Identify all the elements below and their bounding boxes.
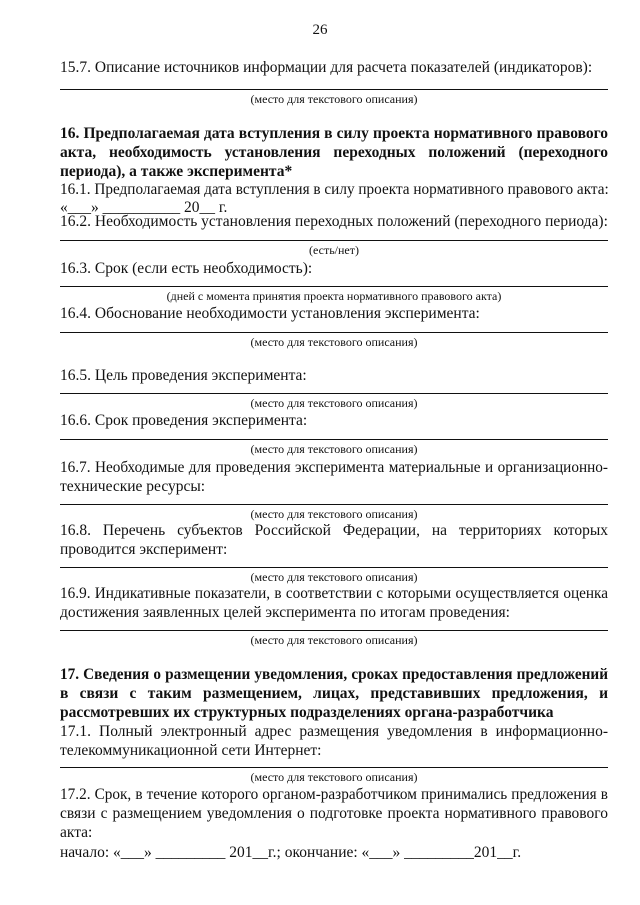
fill-line bbox=[60, 240, 608, 241]
item-17-1-line-1: 17.1. Полный электронный адрес размещения уведомления в информационно- bbox=[60, 723, 608, 740]
item-17-2-line-2: связи с размещением уведомления о подготовке проекта нормативного правового bbox=[60, 805, 608, 822]
section-17-heading-line-1: 17. Сведения о размещении уведомления, сроках предоставления предложений bbox=[60, 666, 608, 683]
caption-text-description: (место для текстового описания) bbox=[250, 335, 418, 349]
item-16-8-line-1: 16.8. Перечень субъектов Российской Федерации, на территориях которых bbox=[60, 522, 608, 539]
item-16-5: 16.5. Цель проведения эксперимента: bbox=[60, 367, 307, 384]
fill-line bbox=[60, 286, 608, 287]
section-16-heading-line-3: периода), а также эксперимента* bbox=[60, 163, 293, 180]
caption-text-description: (место для текстового описания) bbox=[250, 92, 418, 106]
item-17-2-line-1: 17.2. Срок, в течение которого органом-разработчиком принимались предложения в bbox=[60, 786, 608, 803]
caption-yes-no: (есть/нет) bbox=[309, 243, 359, 257]
item-16-3: 16.3. Срок (если есть необходимость): bbox=[60, 260, 313, 277]
caption-text-description: (место для текстового описания) bbox=[250, 396, 418, 410]
caption-text-description: (место для текстового описания) bbox=[250, 442, 418, 456]
section-17-heading-line-3: рассмотревших их структурных подразделениях органа-разработчика bbox=[60, 704, 554, 721]
item-16-9-line-2: достижения заявленных целей эксперимента по итогам проведения: bbox=[60, 604, 510, 621]
section-16-heading-line-1: 16. Предполагаемая дата вступления в силу проекта нормативного правового bbox=[60, 125, 608, 142]
item-16-7-line-1: 16.7. Необходимые для проведения эксперимента материальные и организационно- bbox=[60, 459, 608, 476]
item-16-1: 16.1. Предполагаемая дата вступления в силу проекта нормативного правового акта: bbox=[60, 181, 609, 198]
item-16-7-line-2: технические ресурсы: bbox=[60, 478, 206, 495]
section-17-heading-line-2: в связи с таким размещением, лицах, представивших предложения, и bbox=[60, 685, 608, 702]
fill-line bbox=[60, 332, 608, 333]
caption-text-description: (место для текстового описания) bbox=[250, 633, 418, 647]
fill-line bbox=[60, 567, 608, 568]
caption-days: (дней с момента принятия проекта нормативного правового акта) bbox=[166, 289, 502, 303]
fill-line bbox=[60, 393, 608, 394]
item-17-2-dates: начало: «___» _________ 201__г.; окончание: «___» _________201__г. bbox=[60, 844, 522, 861]
item-16-4: 16.4. Обоснование необходимости установления эксперимента: bbox=[60, 305, 480, 322]
fill-line bbox=[60, 767, 608, 768]
item-17-2-line-3: акта: bbox=[60, 824, 93, 841]
page-number: 26 bbox=[312, 22, 328, 38]
item-16-8-line-2: проводится эксперимент: bbox=[60, 541, 228, 558]
item-16-6: 16.6. Срок проведения эксперимента: bbox=[60, 412, 308, 429]
item-16-1-date: «___» __________ 20__ г. bbox=[60, 199, 228, 216]
caption-text-description: (место для текстового описания) bbox=[250, 570, 418, 584]
item-17-1-line-2: телекоммуникационной сети Интернет: bbox=[60, 742, 322, 759]
caption-text-description: (место для текстового описания) bbox=[250, 507, 418, 521]
fill-line bbox=[60, 89, 608, 90]
item-16-2: 16.2. Необходимость установления переходных положений (переходного периода): bbox=[60, 213, 608, 230]
item-16-9-line-1: 16.9. Индикативные показатели, в соответствии с которыми осуществляется оценка bbox=[60, 585, 608, 602]
caption-text-description: (место для текстового описания) bbox=[250, 770, 418, 784]
fill-line bbox=[60, 504, 608, 505]
fill-line bbox=[60, 630, 608, 631]
section-16-heading-line-2: акта, необходимость установления переходных положений (переходного bbox=[60, 144, 608, 161]
item-15-7: 15.7. Описание источников информации для расчета показателей (индикаторов): bbox=[60, 59, 593, 76]
fill-line bbox=[60, 439, 608, 440]
